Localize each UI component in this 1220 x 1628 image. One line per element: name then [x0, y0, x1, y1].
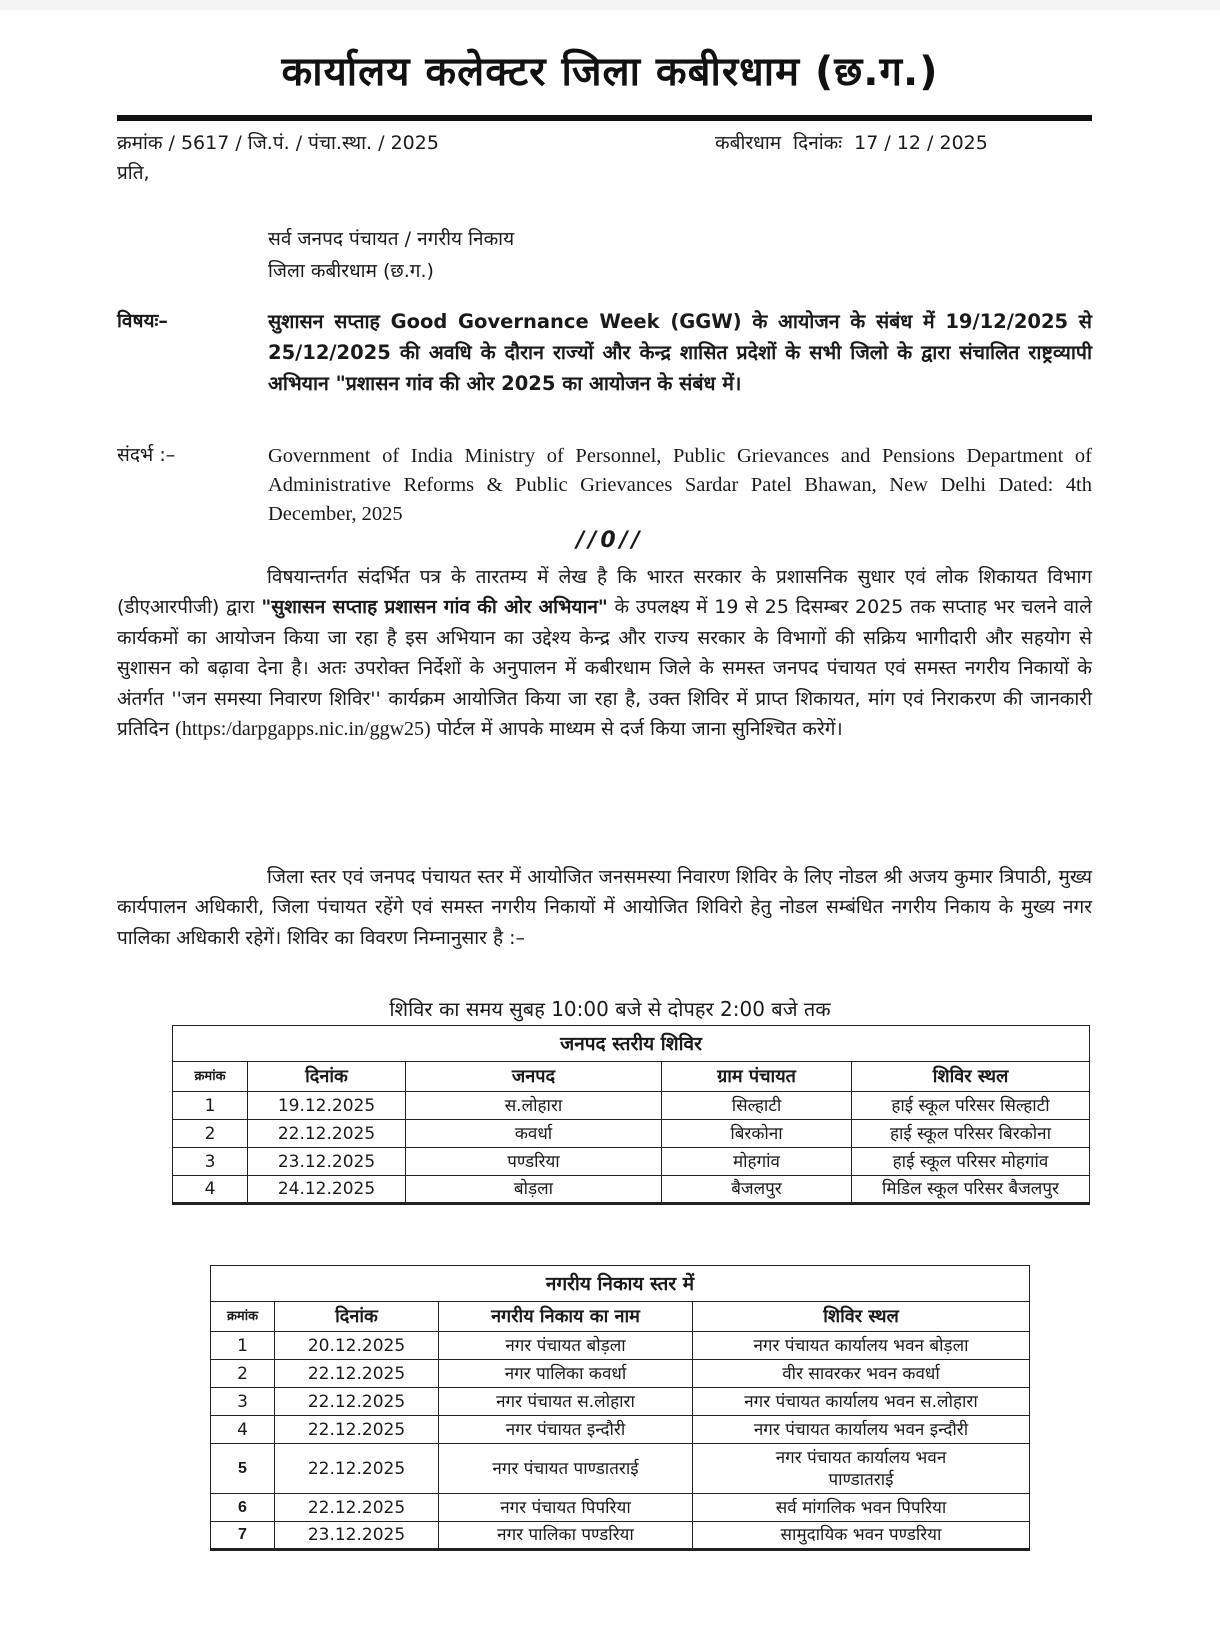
table-caption: नगरीय निकाय स्तर में — [211, 1266, 1030, 1302]
column-header: दिनांक — [248, 1062, 406, 1092]
letterhead-divider — [117, 115, 1092, 121]
serial-cell: 3 — [173, 1148, 248, 1176]
venue-cell: नगर पंचायत कार्यालय भवन इन्दौरी — [693, 1416, 1030, 1444]
venue-cell: नगर पंचायत कार्यालय भवन बोड़ला — [693, 1332, 1030, 1360]
para1-middle: के उपलक्ष्य में 19 से 25 दिसम्बर 2025 तक सप्ताह भर चलने वाले कार्यकमों का आयोजन किया जा रहा है इस अभियान का उद्देश्य केन्द्र और राज्य सरकार के विभागों की सक्रिय भागीदारी और सहयोग से सुशासन को बढ़ावा देना है। अतः उपरोक्त निर्देशों के अनुपालन में कबीरधाम जिले के समस्त जनपद पंचायत एवं समस्त नगरीय निकायों के अंतर्गत ''जन समस्या निवारण शिविर'' कार्यक्रम आयोजित किया जा रहा है, उक्त शिविर में प्राप्त शिकायत, मांग एवं निराकरण की जानकारी प्रतिदिन — [117, 596, 1092, 741]
to-label: प्रति, — [117, 162, 150, 184]
table-row — [211, 1444, 1030, 1494]
table-row — [211, 1416, 1030, 1444]
date-cell: 22.12.2025 — [275, 1444, 439, 1494]
gram-panchayat-cell: मोहगांव — [662, 1148, 852, 1176]
janpad-cell: स.लोहारा — [406, 1092, 662, 1120]
table-caption: जनपद स्तरीय शिविर — [173, 1026, 1090, 1062]
gram-panchayat-cell: बिरकोना — [662, 1120, 852, 1148]
venue-cell: सर्व मांगलिक भवन पिपरिया — [693, 1494, 1030, 1522]
serial-cell: 5 — [211, 1444, 275, 1494]
table-row — [211, 1360, 1030, 1388]
janpad-cell: कवर्धा — [406, 1120, 662, 1148]
urban-body-camp-table — [210, 1265, 1030, 1551]
portal-url-link[interactable]: (https:/darpgapps.nic.in/ggw25) — [175, 718, 431, 741]
scan-top-band — [0, 0, 1220, 10]
table-row — [173, 1176, 1090, 1204]
place-and-date: कबीरधाम दिनांकः 17 / 12 / 2025 — [715, 132, 988, 154]
column-header: शिविर स्थल — [693, 1302, 1030, 1332]
serial-cell: 1 — [173, 1092, 248, 1120]
reference-label: संदर्भ :– — [117, 444, 176, 466]
date-cell: 20.12.2025 — [275, 1332, 439, 1360]
body-paragraph-1 — [117, 562, 1092, 744]
venue-cell: सामुदायिक भवन पण्डरिया — [693, 1522, 1030, 1550]
subject-text: सुशासन सप्ताह Good Governance Week (GGW) के आयोजन के संबंध में 19/12/2025 से 25/12/2025 की अवधि के दौरान राज्यों और केन्द्र शासित प्रदेशों के सभी जिलो के द्वारा संचालित राष्ट्रव्यापी अभियान "प्रशासन गांव की ओर 2025 का आयोजन के संबंध में। — [268, 310, 1092, 395]
reference-number: क्रमांक / 5617 / जि.पं. / पंचा.स्था. / 2025 — [117, 132, 439, 154]
janpad-camp-table — [172, 1025, 1090, 1205]
urban-body-cell: नगर पंचायत स.लोहारा — [439, 1388, 693, 1416]
date-cell: 22.12.2025 — [275, 1360, 439, 1388]
table-row — [211, 1388, 1030, 1416]
column-header: क्रमांक — [211, 1302, 275, 1332]
body-paragraph-2: जिला स्तर एवं जनपद पंचायत स्तर में आयोजित जनसमस्या निवारण शिविर के लिए नोडल श्री अजय कुमार त्रिपाठी, मुख्य कार्यपालन अधिकारी, जिला पंचायत रहेंगे एवं समस्त नगरीय निकायों में आयोजित शिविरो हेतु नोडल सम्बंधित नगरीय निकाय के मुख्य नगर पालिका अधिकारी रहेगें। शिविर का विवरण निम्नानुसार है :– — [117, 866, 1092, 949]
subject-label: विषयः– — [117, 310, 168, 332]
table-row — [211, 1494, 1030, 1522]
date-cell: 22.12.2025 — [275, 1416, 439, 1444]
urban-body-cell: नगर पंचायत पाण्डातराई — [439, 1444, 693, 1494]
serial-cell: 4 — [211, 1416, 275, 1444]
letterhead-title: कार्यालय कलेक्टर जिला कबीरधाम (छ.ग.) — [281, 49, 939, 95]
date-cell: 22.12.2025 — [275, 1388, 439, 1416]
date-cell: 22.12.2025 — [248, 1120, 406, 1148]
camp-timing: शिविर का समय सुबह 10:00 बजे से दोपहर 2:00 बजे तक — [389, 997, 831, 1021]
table-row — [211, 1522, 1030, 1550]
gram-panchayat-cell: सिल्हाटी — [662, 1092, 852, 1120]
serial-cell: 3 — [211, 1388, 275, 1416]
venue-cell: वीर सावरकर भवन कवर्धा — [693, 1360, 1030, 1388]
urban-body-cell: नगर पालिका पण्डरिया — [439, 1522, 693, 1550]
venue-cell: मिडिल स्कूल परिसर बैजलपुर — [852, 1176, 1090, 1204]
janpad-cell: बोड़ला — [406, 1176, 662, 1204]
gram-panchayat-cell: बैजलपुर — [662, 1176, 852, 1204]
table-row — [173, 1092, 1090, 1120]
date-cell: 23.12.2025 — [248, 1148, 406, 1176]
reference-text: Government of India Ministry of Personnel, Public Grievances and Pensions Department of Administrative Reforms & Public Grievances Sardar Patel Bhawan, New Delhi Dated: 4th December, 2025 — [268, 445, 1092, 525]
date-cell: 24.12.2025 — [248, 1176, 406, 1204]
date-cell: 22.12.2025 — [275, 1494, 439, 1522]
addressee-line-2: जिला कबीरधाम (छ.ग.) — [268, 260, 434, 282]
table-row — [211, 1332, 1030, 1360]
venue-cell: हाई स्कूल परिसर सिल्हाटी — [852, 1092, 1090, 1120]
column-header: नगरीय निकाय का नाम — [439, 1302, 693, 1332]
venue-cell: नगर पंचायत कार्यालय भवन स.लोहारा — [693, 1388, 1030, 1416]
para1-end: पोर्टल में आपके माध्यम से दर्ज किया जाना सुनिश्चित करेगें। — [430, 718, 843, 741]
serial-cell: 4 — [173, 1176, 248, 1204]
table-row — [173, 1120, 1090, 1148]
column-header: क्रमांक — [173, 1062, 248, 1092]
para1-start: विषयान्तर्गत संदर्भित पत्र के तारतम्य में लेख है कि भारत सरकार के प्रशासनिक सुधार एवं लोक शिकायत विभाग (डीएआरपीजी) द्वारा — [117, 566, 1092, 619]
column-header: शिविर स्थल — [852, 1062, 1090, 1092]
venue-cell: हाई स्कूल परिसर मोहगांव — [852, 1148, 1090, 1176]
urban-body-cell: नगर पंचायत इन्दौरी — [439, 1416, 693, 1444]
campaign-name: "सुशासन सप्ताह प्रशासन गांव की ओर अभियान" — [261, 596, 608, 619]
column-header: दिनांक — [275, 1302, 439, 1332]
column-header: जनपद — [406, 1062, 662, 1092]
section-separator: //0// — [576, 528, 644, 553]
serial-cell: 7 — [211, 1522, 275, 1550]
serial-cell: 2 — [211, 1360, 275, 1388]
urban-body-cell: नगर पंचायत बोड़ला — [439, 1332, 693, 1360]
table-row — [173, 1148, 1090, 1176]
addressee-line-1: सर्व जनपद पंचायत / नगरीय निकाय — [268, 228, 515, 250]
date-cell: 23.12.2025 — [275, 1522, 439, 1550]
venue-cell: हाई स्कूल परिसर बिरकोना — [852, 1120, 1090, 1148]
serial-cell: 6 — [211, 1494, 275, 1522]
column-header: ग्राम पंचायत — [662, 1062, 852, 1092]
date-cell: 19.12.2025 — [248, 1092, 406, 1120]
janpad-cell: पण्डरिया — [406, 1148, 662, 1176]
urban-body-cell: नगर पालिका कवर्धा — [439, 1360, 693, 1388]
serial-cell: 1 — [211, 1332, 275, 1360]
serial-cell: 2 — [173, 1120, 248, 1148]
venue-cell: नगर पंचायत कार्यालय भवन पाण्डातराई — [693, 1444, 1030, 1494]
urban-body-cell: नगर पंचायत पिपरिया — [439, 1494, 693, 1522]
